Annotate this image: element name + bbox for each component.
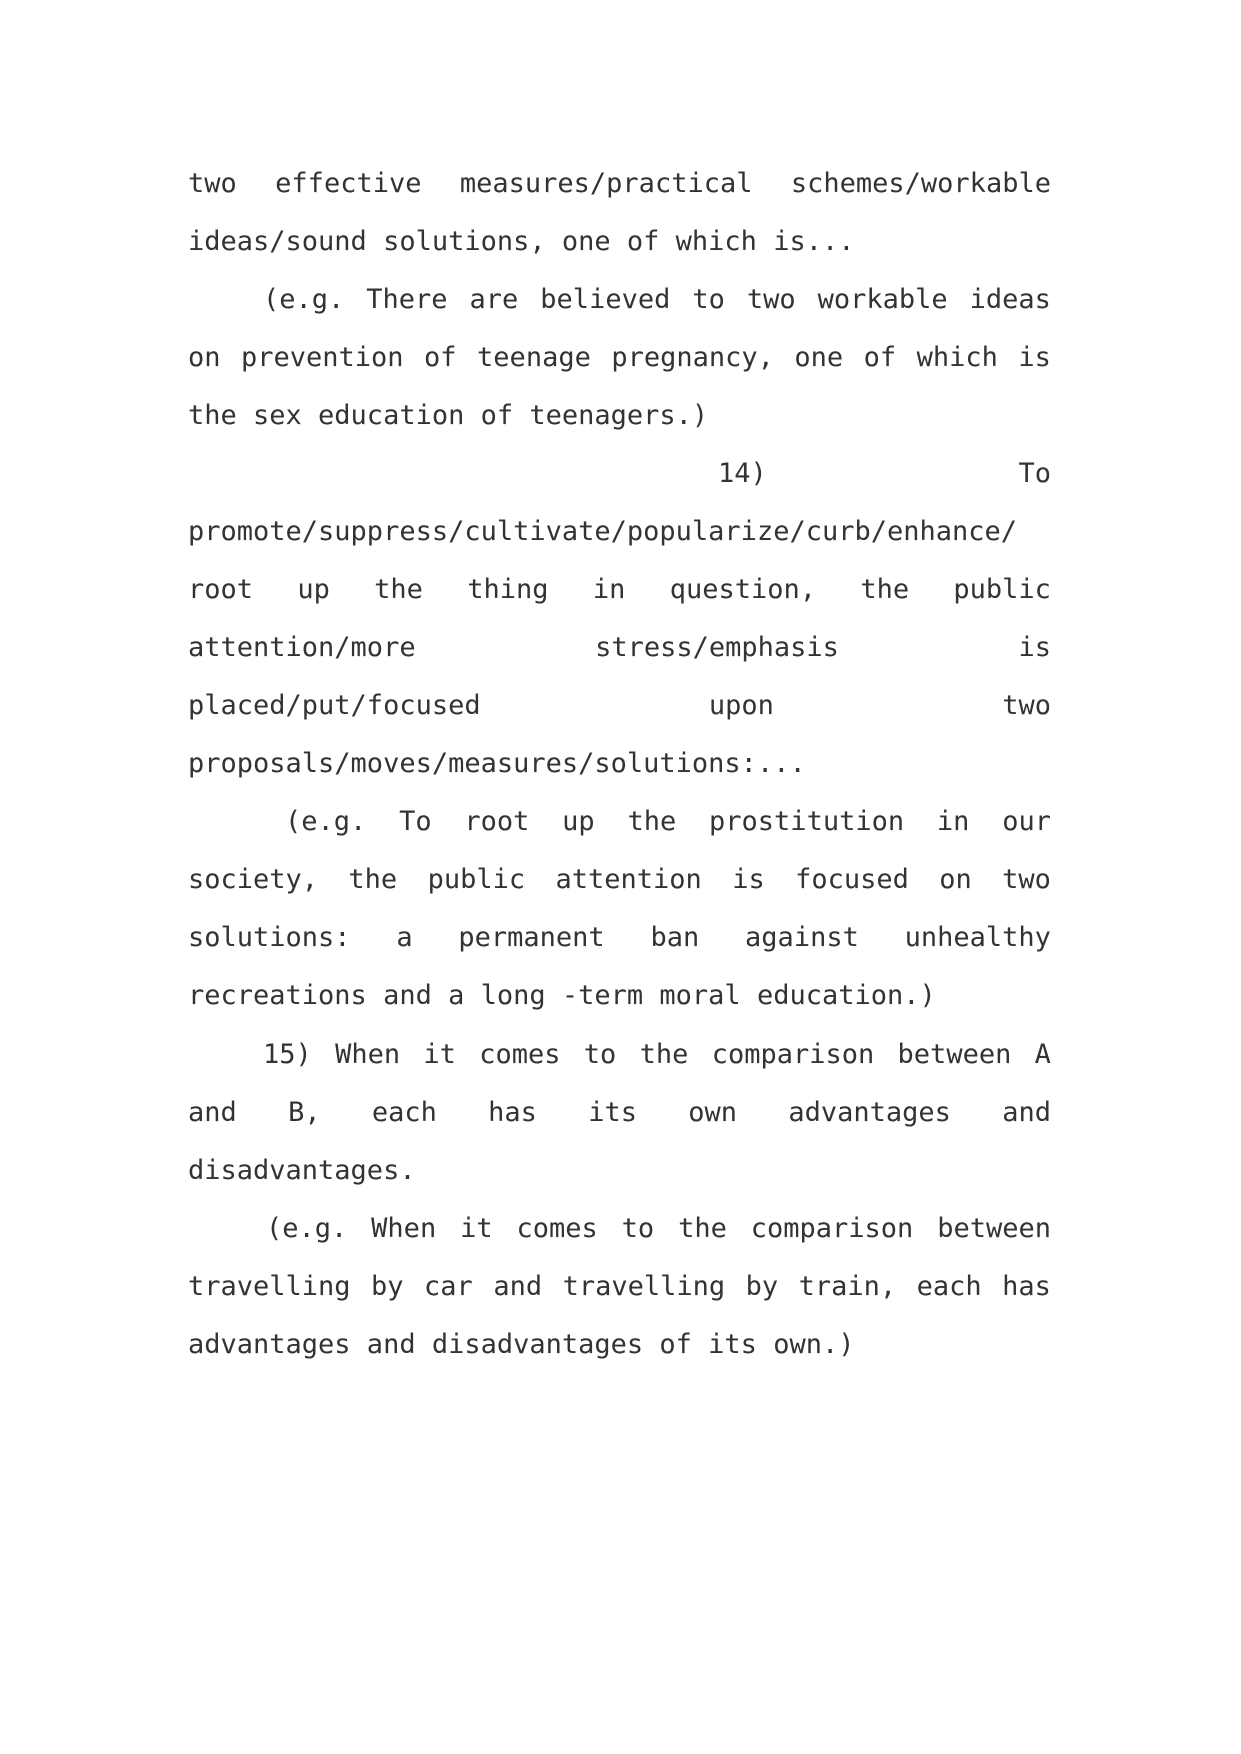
word: focused <box>795 864 909 895</box>
word: and <box>493 1271 543 1302</box>
word: advantages <box>788 1097 951 1128</box>
text-line: ideas/sound solutions, one of which is... <box>188 226 855 257</box>
word: on <box>939 864 972 895</box>
word: up <box>297 574 330 605</box>
word: each <box>371 1097 437 1128</box>
word: attention <box>555 864 702 895</box>
word: by <box>745 1271 779 1302</box>
word: thing <box>467 574 549 605</box>
word: and <box>1002 1097 1051 1128</box>
word: stress/emphasis <box>595 632 839 663</box>
word: the <box>639 1039 689 1070</box>
word: in <box>592 574 626 605</box>
word: our <box>1002 806 1051 837</box>
word: to <box>692 284 725 315</box>
word: To <box>399 806 432 837</box>
word: society, <box>188 864 319 895</box>
word: ban <box>650 922 700 953</box>
word: A <box>1034 1039 1051 1070</box>
word: of <box>424 342 457 373</box>
word: the <box>374 574 423 605</box>
word: and <box>188 1097 237 1128</box>
word: car <box>424 1271 473 1302</box>
word: travelling <box>188 1271 351 1302</box>
word: When <box>371 1213 437 1244</box>
text-line <box>188 329 1051 387</box>
text-line <box>285 793 1051 851</box>
word: has <box>488 1097 537 1128</box>
word: the <box>348 864 398 895</box>
text-line <box>188 1084 1051 1142</box>
word: believed <box>540 284 671 315</box>
text-line <box>188 851 1051 909</box>
text-line: recreations and a long -term moral education.) <box>188 980 936 1011</box>
word: root <box>464 806 530 837</box>
text-line <box>188 155 1051 213</box>
word: it <box>460 1213 493 1244</box>
word: There <box>366 284 448 315</box>
word: a <box>396 922 413 953</box>
text-line: promote/suppress/cultivate/popularize/curb/enhance/ <box>188 516 1018 547</box>
word: the <box>860 574 910 605</box>
text-line <box>188 677 1051 735</box>
word: to <box>621 1213 655 1244</box>
text-line <box>263 1026 1051 1084</box>
word: public <box>427 864 526 895</box>
word: is <box>1018 342 1051 373</box>
word: up <box>562 806 595 837</box>
word: comes <box>479 1039 561 1070</box>
text-line <box>188 561 1051 619</box>
word: When <box>335 1039 401 1070</box>
word: teenage <box>477 342 591 373</box>
word: public <box>953 574 1051 605</box>
word: of <box>863 342 897 373</box>
word: is <box>1018 632 1051 663</box>
word: 14) <box>718 458 767 489</box>
word: against <box>745 922 859 953</box>
text-line <box>188 909 1051 967</box>
word: prostitution <box>709 806 905 837</box>
word: own <box>688 1097 738 1128</box>
word: permanent <box>458 922 605 953</box>
word: its <box>588 1097 638 1128</box>
word: it <box>423 1039 456 1070</box>
word: 15) <box>263 1039 312 1070</box>
text-line <box>188 1258 1051 1316</box>
word: each <box>916 1271 982 1302</box>
word: one <box>794 342 844 373</box>
word: root <box>188 574 254 605</box>
word: attention/more <box>188 632 416 663</box>
word: by <box>371 1271 404 1302</box>
text-line: advantages and disadvantages of its own.) <box>188 1329 855 1360</box>
word: placed/put/focused <box>188 690 481 721</box>
word: train, <box>798 1271 897 1302</box>
word: effective <box>275 168 422 199</box>
word: two <box>746 284 796 315</box>
word: question, <box>669 574 816 605</box>
text-line <box>266 1200 1051 1258</box>
word: comparison <box>711 1039 875 1070</box>
text-line <box>263 271 1051 329</box>
word: pregnancy, <box>611 342 774 373</box>
word: two <box>188 168 237 199</box>
word: in <box>936 806 970 837</box>
word: comes <box>516 1213 598 1244</box>
word: (e.g. <box>285 806 367 837</box>
word: (e.g. <box>266 1213 348 1244</box>
word: To <box>1018 458 1051 489</box>
text-line <box>188 619 1051 677</box>
word: unhealthy <box>904 922 1051 953</box>
text-line: proposals/moves/measures/solutions:... <box>188 748 806 779</box>
word: solutions: <box>188 922 351 953</box>
word: to <box>583 1039 617 1070</box>
text-line: disadvantages. <box>188 1155 416 1186</box>
word: comparison <box>750 1213 914 1244</box>
word: are <box>469 284 519 315</box>
word: the <box>678 1213 727 1244</box>
word: schemes/workable <box>790 168 1051 199</box>
word: (e.g. <box>263 284 345 315</box>
word: between <box>937 1213 1051 1244</box>
word: ideas <box>969 284 1051 315</box>
word: measures/practical <box>459 168 753 199</box>
word: the <box>627 806 677 837</box>
word: travelling <box>562 1271 726 1302</box>
word: is <box>732 864 765 895</box>
text-line: the sex education of teenagers.) <box>188 400 709 431</box>
word: has <box>1002 1271 1051 1302</box>
word: on <box>188 342 221 373</box>
word: prevention <box>241 342 404 373</box>
word: workable <box>817 284 948 315</box>
word: which <box>916 342 998 373</box>
word: B, <box>288 1097 321 1128</box>
word: two <box>1002 864 1051 895</box>
text-line <box>718 445 1051 503</box>
word: two <box>1002 690 1051 721</box>
word: upon <box>708 690 774 721</box>
word: between <box>897 1039 1012 1070</box>
